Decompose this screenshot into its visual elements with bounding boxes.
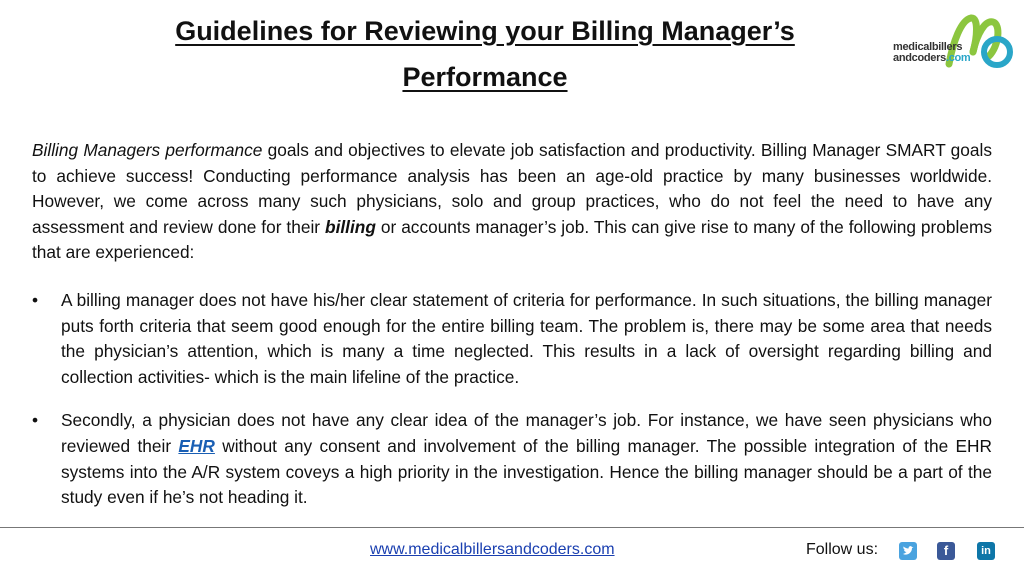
- follow-us-label: Follow us:: [806, 541, 879, 558]
- page-title: Guidelines for Reviewing your Billing Manager’s Performance: [175, 16, 795, 92]
- intro-bold-word: billing: [325, 216, 376, 237]
- ehr-link[interactable]: EHR: [178, 435, 215, 456]
- list-item: [32, 288, 992, 390]
- bullet-2-text-2: without any consent and involvement of the billing manager. The possible integration of the EHR systems into the A/R system coveys a high priority in the investigation. Hence the billing manager should be a part of the study even if he’s not heading it.: [61, 435, 992, 508]
- footer-divider: [0, 527, 1024, 528]
- bullet-2-text-1: Secondly, a physician does not have any clear idea of the manager’s job. For instance, we have seen physicians who reviewed their: [61, 410, 992, 456]
- intro-text-1: goals and objectives to elevate job satisfaction and productivity. Billing Manager SMART goals to achieve success! Conducting performance analysis has been an age-old practice by many businesses worldwide. However, we come across many such physicians, solo and group practices, who do not feel the need to have any assessment and review done for their: [32, 140, 992, 237]
- main-content: [32, 138, 992, 529]
- facebook-icon[interactable]: f: [937, 542, 955, 560]
- intro-text-2: or accounts manager’s job. This can give rise to many of the following problems that are experienced:: [32, 216, 993, 263]
- intro-paragraph: [32, 138, 992, 266]
- list-item: [32, 408, 992, 510]
- logo-text-suffix: .com: [945, 52, 971, 64]
- problem-list: [32, 288, 992, 511]
- website-link[interactable]: www.medicalbillersandcoders.com: [370, 541, 615, 558]
- twitter-icon[interactable]: [899, 542, 917, 560]
- company-logo[interactable]: [893, 12, 1015, 72]
- logo-text-line2: andcoders: [893, 52, 946, 64]
- logo-text-line1: medicalbillers: [893, 41, 963, 53]
- linkedin-icon[interactable]: in: [977, 542, 995, 560]
- intro-lead: Billing Managers performance: [32, 140, 263, 160]
- bullet-1-text: A billing manager does not have his/her clear statement of criteria for performance. In such situations, the billing manager puts forth criteria that seem good enough for the entire billing team. The problem is, there may be some area that needs the physician’s attention, which is many a time neglected. This results in a lack of oversight regarding billing and collection activities- which is the main lifeline of the practice.: [61, 289, 992, 387]
